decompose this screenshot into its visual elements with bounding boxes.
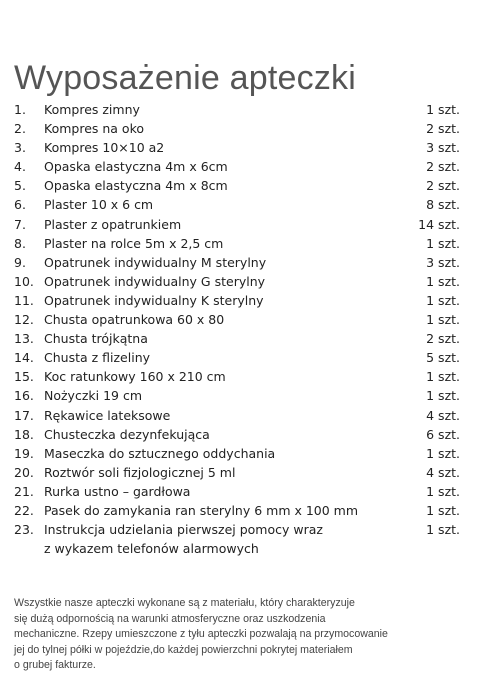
item-name-text: Opatrunek indywidualny G sterylny (44, 273, 266, 289)
item-name-text: Chusta trójkątna (44, 331, 148, 347)
list-item (14, 520, 470, 558)
list-item (14, 348, 470, 367)
item-name (44, 291, 410, 310)
item-name (44, 444, 410, 463)
item-name-text: Instrukcja udzielania pierwszej pomocy wraz (44, 522, 323, 538)
item-number: 5. (14, 178, 26, 194)
item-name (44, 272, 410, 291)
item-name (44, 348, 410, 367)
item-quantity: 14 szt. (418, 216, 460, 232)
item-name (44, 386, 410, 405)
page-title: Wyposażenie apteczki (14, 58, 356, 97)
item-name-text: Koc ratunkowy 160 x 210 cm (44, 369, 226, 385)
item-number: 13. (14, 331, 34, 347)
item-number: 18. (14, 426, 34, 442)
item-quantity: 2 szt. (426, 178, 460, 194)
list-item (14, 310, 470, 329)
footer-line: o grubej fakturze. (14, 659, 96, 672)
list-item (14, 176, 470, 195)
list-item (14, 100, 470, 119)
item-number: 16. (14, 388, 34, 404)
item-name (44, 157, 410, 176)
item-name (44, 138, 410, 157)
item-quantity: 6 szt. (426, 426, 460, 442)
item-name-text: Maseczka do sztucznego oddychania (44, 445, 276, 461)
footer-line: mechaniczne. Rzepy umieszczone z tyłu apteczki pozwalają na przymocowanie (14, 628, 388, 641)
item-name-text: Opaska elastyczna 4m x 8cm (44, 178, 228, 194)
item-name (44, 482, 410, 501)
item-name (44, 520, 410, 558)
item-name (44, 463, 410, 482)
item-number: 7. (14, 216, 26, 232)
item-name (44, 234, 410, 253)
item-name (44, 425, 410, 444)
item-number: 14. (14, 350, 34, 366)
item-number: 21. (14, 483, 34, 499)
item-number: 11. (14, 292, 34, 308)
list-item (14, 463, 470, 482)
list-item (14, 157, 470, 176)
list-item (14, 291, 470, 310)
item-name (44, 501, 410, 520)
item-name-text: Chusta z flizeliny (44, 350, 151, 366)
item-quantity: 1 szt. (426, 102, 460, 117)
item-quantity: 1 szt. (426, 273, 460, 289)
item-quantity: 2 szt. (426, 331, 460, 347)
list-item (14, 406, 470, 425)
list-item (14, 195, 470, 214)
item-quantity: 4 szt. (426, 407, 460, 423)
item-quantity: 3 szt. (426, 254, 460, 270)
equipment-list (14, 100, 470, 558)
item-quantity: 3 szt. (426, 140, 460, 156)
item-quantity: 5 szt. (426, 350, 460, 366)
item-name-text: Roztwór soli fizjologicznej 5 ml (44, 464, 236, 480)
item-name (44, 406, 410, 425)
list-item (14, 444, 470, 463)
item-number: 3. (14, 140, 26, 156)
item-quantity: 1 szt. (426, 369, 460, 385)
item-number: 1. (14, 102, 26, 117)
item-quantity: 2 szt. (426, 121, 460, 137)
item-number: 12. (14, 312, 34, 328)
list-item (14, 386, 470, 405)
item-name-text: Chusteczka dezynfekująca (44, 426, 210, 442)
list-item (14, 329, 470, 348)
item-name-text: Kompres 10×10 a2 (44, 140, 165, 156)
item-number: 15. (14, 369, 34, 385)
item-name (44, 215, 410, 234)
item-quantity: 1 szt. (426, 292, 460, 308)
item-quantity: 1 szt. (426, 312, 460, 328)
item-quantity: 1 szt. (426, 445, 460, 461)
item-number: 10. (14, 273, 34, 289)
list-item (14, 119, 470, 138)
item-name-text: Chusta opatrunkowa 60 x 80 (44, 312, 225, 328)
list-item (14, 138, 470, 157)
item-name-text: Pasek do zamykania ran sterylny 6 mm x 100 mm (44, 502, 359, 518)
item-name (44, 253, 410, 272)
item-name-text: Kompres zimny (44, 102, 140, 117)
list-item (14, 234, 470, 253)
item-name-text: Plaster 10 x 6 cm (44, 197, 154, 213)
item-quantity: 1 szt. (426, 235, 460, 251)
list-item (14, 272, 470, 291)
item-number: 9. (14, 254, 26, 270)
item-name (44, 195, 410, 214)
item-quantity: 4 szt. (426, 464, 460, 480)
list-item (14, 215, 470, 234)
item-quantity: 1 szt. (426, 388, 460, 404)
item-number: 22. (14, 502, 34, 518)
footer-line: się dużą odpornością na warunki atmosferyczne oraz uszkodzenia (14, 612, 326, 625)
item-name-text: Plaster z opatrunkiem (44, 216, 182, 232)
item-name (44, 176, 410, 195)
item-number: 6. (14, 197, 26, 213)
list-item (14, 367, 470, 386)
item-quantity: 2 szt. (426, 159, 460, 175)
list-item (14, 253, 470, 272)
item-number: 2. (14, 121, 26, 137)
item-number: 4. (14, 159, 26, 175)
footer-line: jej do tylnej półki w pojeździe,do każdej powierzchni pokrytej materiałem (14, 643, 353, 656)
item-name (44, 329, 410, 348)
item-number: 19. (14, 445, 34, 461)
list-item (14, 425, 470, 444)
item-name-text: Opatrunek indywidualny M sterylny (44, 254, 267, 270)
list-item (14, 501, 470, 520)
item-number: 23. (14, 522, 34, 538)
item-quantity: 1 szt. (426, 522, 460, 538)
item-name (44, 100, 410, 119)
item-quantity: 1 szt. (426, 502, 460, 518)
item-number: 20. (14, 464, 34, 480)
item-number: 17. (14, 407, 34, 423)
list-item (14, 482, 470, 501)
item-quantity: 1 szt. (426, 483, 460, 499)
footer-line: Wszystkie nasze apteczki wykonane są z materiału, który charakteryzuje (14, 597, 355, 609)
item-quantity: 8 szt. (426, 197, 460, 213)
item-name-text: Opaska elastyczna 4m x 6cm (44, 159, 228, 175)
item-name-text: Kompres na oko (44, 121, 145, 137)
item-name-text: Nożyczki 19 cm (44, 388, 143, 404)
item-number: 8. (14, 235, 26, 251)
item-name-text: Rurka ustno – gardłowa (44, 483, 191, 499)
item-name (44, 119, 410, 138)
item-name-text: Plaster na rolce 5m x 2,5 cm (44, 235, 224, 251)
footer-description (14, 596, 464, 674)
item-name-text: Opatrunek indywidualny K sterylny (44, 292, 264, 308)
item-name (44, 310, 410, 329)
item-name (44, 367, 410, 386)
item-name-text: Rękawice lateksowe (44, 407, 171, 423)
item-name-continuation: z wykazem telefonów alarmowych (44, 541, 259, 557)
